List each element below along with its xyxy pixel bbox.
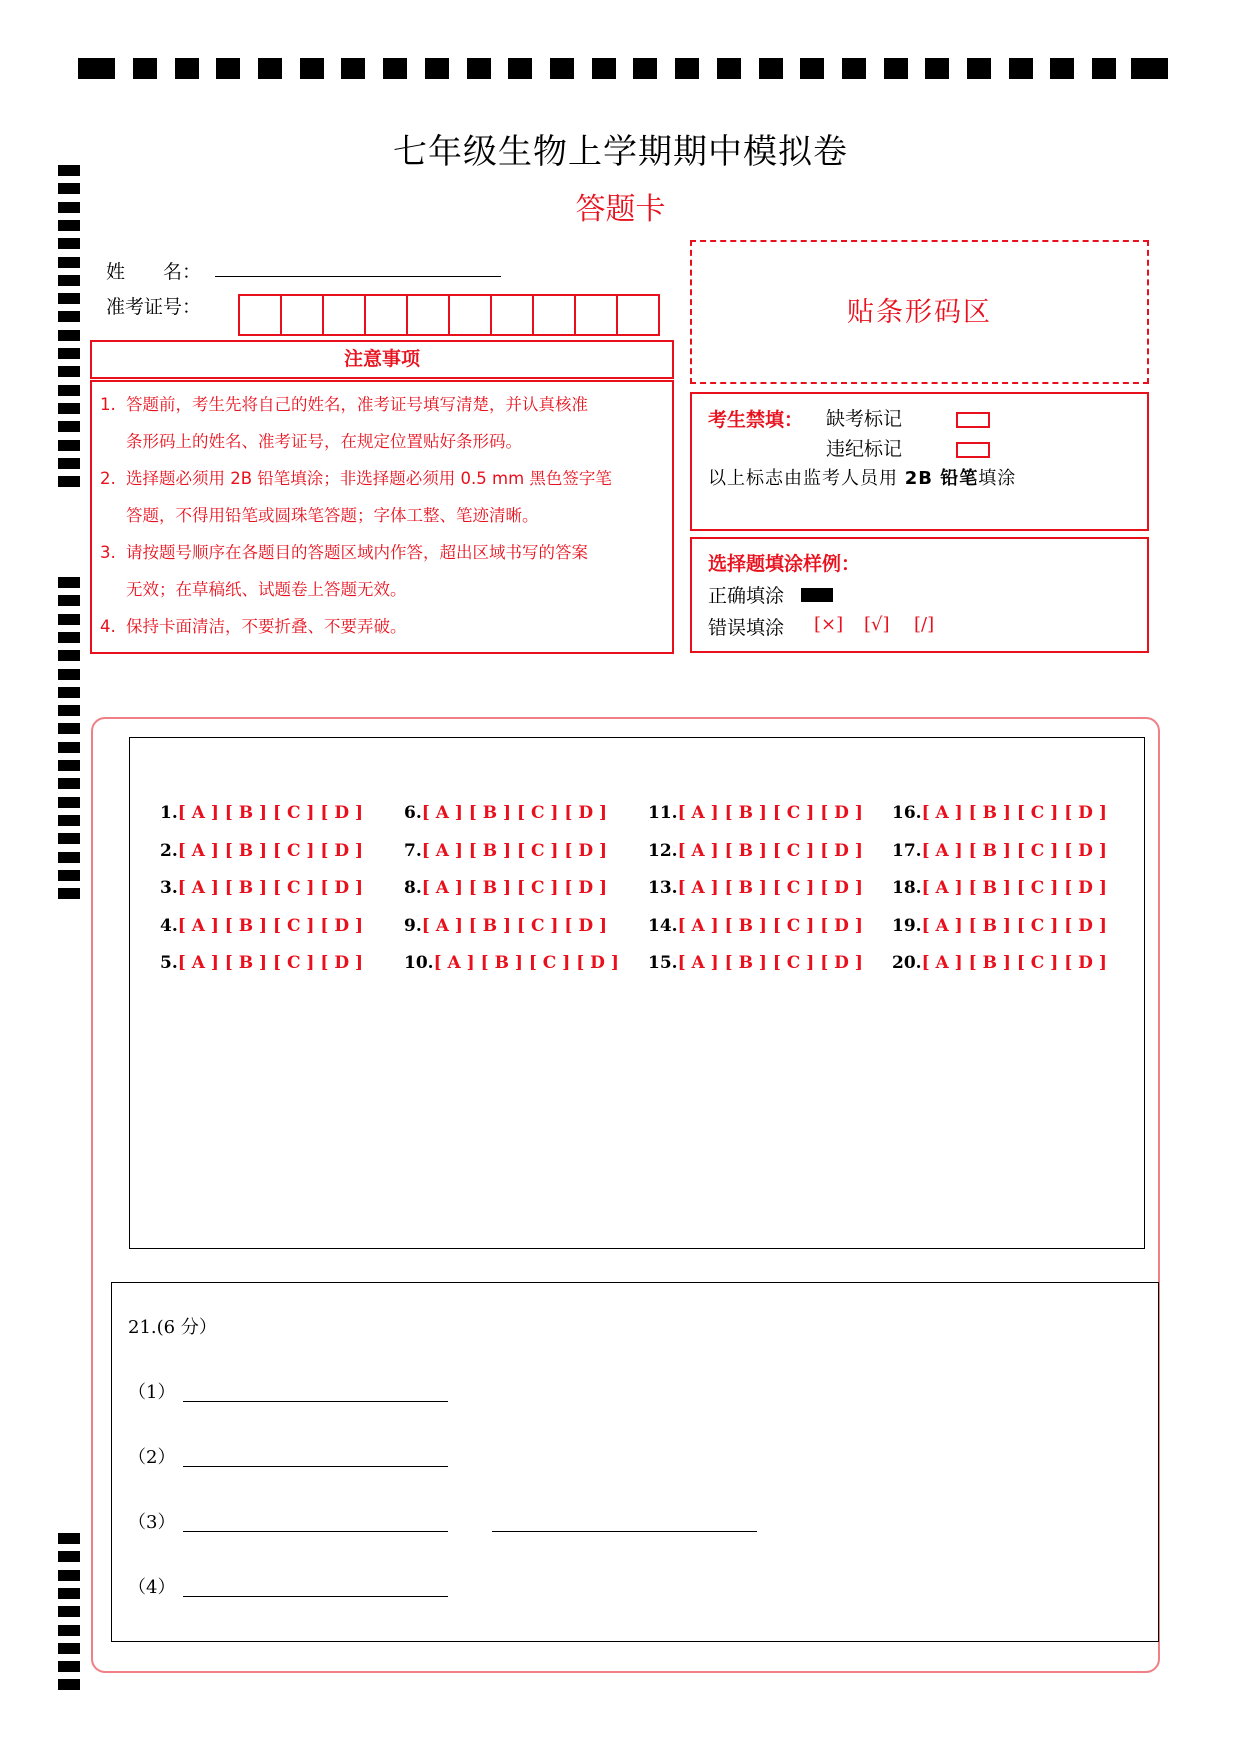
choice-question-number: 9. xyxy=(404,916,422,936)
notice-item-3 xyxy=(100,534,665,608)
violation-label: 违纪标记 xyxy=(826,438,903,460)
id-digit-box[interactable] xyxy=(240,296,282,334)
timing-mark xyxy=(58,403,80,414)
timing-mark xyxy=(58,238,80,249)
choice-question-12[interactable] xyxy=(648,841,863,861)
timing-mark xyxy=(1131,58,1168,79)
q21-part-2-label: （2） xyxy=(128,1447,176,1468)
choice-question-number: 6. xyxy=(404,803,422,823)
choice-question-number: 11. xyxy=(648,803,678,823)
choice-question-19[interactable] xyxy=(892,916,1107,936)
timing-mark xyxy=(58,293,80,304)
choice-question-number: 3. xyxy=(160,878,178,898)
choice-options[interactable]: [ A ] [ B ] [ C ] [ D ] xyxy=(677,916,863,936)
timing-mark xyxy=(58,760,80,771)
timing-mark xyxy=(58,1570,80,1581)
q21-part-4-answer-line[interactable] xyxy=(183,1595,448,1597)
timing-mark xyxy=(58,614,80,625)
notice-num: 1. xyxy=(100,395,116,414)
choice-options[interactable]: [ A ] [ B ] [ C ] [ D ] xyxy=(677,803,863,823)
timing-mark xyxy=(58,577,80,588)
q21-part-3-answer-line-b[interactable] xyxy=(492,1530,757,1532)
choice-question-number: 12. xyxy=(648,841,678,861)
choice-question-4[interactable] xyxy=(160,916,363,936)
id-digit-box[interactable] xyxy=(492,296,534,334)
notice-text: 选择题必须用 2B 铅笔填涂；非选择题必须用 0.5 mm 黑色签字笔 xyxy=(126,469,612,488)
notice-text-cont: 无效；在草稿纸、试题卷上答题无效。 xyxy=(126,580,407,599)
id-digit-box[interactable] xyxy=(366,296,408,334)
timing-mark xyxy=(58,632,80,643)
timing-mark xyxy=(58,669,80,680)
proctor-note-prefix: 以上标志由监考人员用 xyxy=(708,468,905,489)
timing-mark xyxy=(58,1533,80,1544)
choice-options[interactable]: [ A ] [ B ] [ C ] [ D ] xyxy=(921,953,1107,973)
choice-question-number: 13. xyxy=(648,878,678,898)
choice-options[interactable]: [ A ] [ B ] [ C ] [ D ] xyxy=(421,803,608,823)
timing-mark xyxy=(58,723,80,734)
choice-question-11[interactable] xyxy=(648,803,863,823)
timing-mark xyxy=(175,58,199,79)
timing-mark xyxy=(967,58,991,79)
timing-mark xyxy=(58,1551,80,1562)
question-21-title: 21.(6 分） xyxy=(128,1317,217,1338)
timing-mark xyxy=(58,476,80,487)
timing-mark xyxy=(58,458,80,469)
notice-text: 请按题号顺序在各题目的答题区域内作答，超出区域书写的答案 xyxy=(126,543,588,562)
timing-mark xyxy=(508,58,532,79)
timing-mark xyxy=(675,58,699,79)
timing-mark xyxy=(58,366,80,377)
choice-options[interactable]: [ A ] [ B ] [ C ] [ D ] xyxy=(421,916,608,936)
choice-question-18[interactable] xyxy=(892,878,1107,898)
timing-mark xyxy=(58,1588,80,1599)
timing-mark xyxy=(58,687,80,698)
timing-mark xyxy=(58,852,80,863)
timing-mark xyxy=(341,58,365,79)
notice-num: 2. xyxy=(100,469,116,488)
choice-question-number: 5. xyxy=(160,953,178,973)
choice-question-number: 15. xyxy=(648,953,678,973)
timing-mark xyxy=(759,58,783,79)
q21-part-1-answer-line[interactable] xyxy=(183,1400,448,1402)
id-digit-box[interactable] xyxy=(408,296,450,334)
absent-mark-box[interactable] xyxy=(956,412,990,428)
choice-options[interactable]: [ A ] [ B ] [ C ] [ D ] xyxy=(177,953,364,973)
timing-mark xyxy=(58,833,80,844)
notice-num: 4. xyxy=(100,617,116,636)
choice-question-15[interactable] xyxy=(648,953,863,973)
timing-mark xyxy=(800,58,824,79)
correct-fill-sample xyxy=(801,588,833,602)
proctor-heading: 考生禁填： xyxy=(708,409,804,431)
choice-question-number: 16. xyxy=(892,803,922,823)
timing-mark xyxy=(300,58,324,79)
timing-mark xyxy=(550,58,574,79)
timing-mark xyxy=(58,1679,80,1690)
notice-item-2 xyxy=(100,460,665,534)
choice-question-number: 2. xyxy=(160,841,178,861)
q21-part-4-label: （4） xyxy=(128,1577,176,1598)
q21-part-2-answer-line[interactable] xyxy=(183,1465,448,1467)
notice-text-cont: 答题，不得用铅笔或圆珠笔答题；字体工整、笔迹清晰。 xyxy=(126,506,539,525)
timing-mark xyxy=(58,1661,80,1672)
sample-heading: 选择题填涂样例： xyxy=(708,553,861,575)
choice-options[interactable]: [ A ] [ B ] [ C ] [ D ] xyxy=(177,841,364,861)
notice-text: 答题前，考生先将自己的姓名，准考证号填写清楚，并认真核准 xyxy=(126,395,588,414)
timing-mark xyxy=(717,58,741,79)
choice-options[interactable]: [ A ] [ B ] [ C ] [ D ] xyxy=(677,841,863,861)
wrong-fill-mark-2: [√] xyxy=(864,614,890,635)
timing-mark xyxy=(633,58,657,79)
timing-mark xyxy=(592,58,616,79)
q21-part-3-label: （3） xyxy=(128,1512,176,1533)
timing-mark xyxy=(58,1606,80,1617)
proctor-note-bold: 2B 铅笔 xyxy=(904,468,979,489)
timing-mark xyxy=(58,1625,80,1636)
wrong-fill-mark-3: [/] xyxy=(914,614,935,635)
fill-sample-section xyxy=(690,537,1149,653)
timing-mark xyxy=(58,815,80,826)
timing-mark xyxy=(58,311,80,322)
timing-mark xyxy=(58,348,80,359)
choice-question-9[interactable] xyxy=(404,916,607,936)
choice-options[interactable]: [ A ] [ B ] [ C ] [ D ] xyxy=(433,953,619,973)
choice-question-number: 14. xyxy=(648,916,678,936)
choice-options[interactable]: [ A ] [ B ] [ C ] [ D ] xyxy=(921,803,1107,823)
notice-item-1 xyxy=(100,386,665,460)
id-digit-box[interactable] xyxy=(576,296,618,334)
choice-options[interactable]: [ A ] [ B ] [ C ] [ D ] xyxy=(677,878,863,898)
timing-mark xyxy=(842,58,866,79)
choice-question-number: 17. xyxy=(892,841,922,861)
choice-question-number: 8. xyxy=(404,878,422,898)
timing-mark xyxy=(58,421,80,432)
timing-mark xyxy=(216,58,240,79)
id-digit-box[interactable] xyxy=(534,296,576,334)
choice-options[interactable]: [ A ] [ B ] [ C ] [ D ] xyxy=(677,953,863,973)
choice-question-number: 7. xyxy=(404,841,422,861)
choice-question-5[interactable] xyxy=(160,953,363,973)
choice-question-16[interactable] xyxy=(892,803,1107,823)
timing-mark xyxy=(1050,58,1074,79)
name-label: 姓 名： xyxy=(106,261,202,283)
page-subtitle: 答题卡 xyxy=(575,192,666,227)
timing-mark xyxy=(58,870,80,881)
notice-list xyxy=(90,380,674,654)
choice-question-17[interactable] xyxy=(892,841,1107,861)
name-field[interactable] xyxy=(215,275,501,277)
id-digit-box[interactable] xyxy=(282,296,324,334)
choice-question-10[interactable] xyxy=(404,953,619,973)
timing-mark xyxy=(58,705,80,716)
id-digit-box[interactable] xyxy=(324,296,366,334)
barcode-label: 贴条形码区 xyxy=(847,297,992,328)
timing-mark xyxy=(884,58,908,79)
choice-options[interactable]: [ A ] [ B ] [ C ] [ D ] xyxy=(177,803,364,823)
correct-fill-label: 正确填涂 xyxy=(708,585,785,607)
choice-question-number: 4. xyxy=(160,916,178,936)
timing-mark xyxy=(58,1643,80,1654)
question-21-box xyxy=(111,1282,1159,1642)
id-label: 准考证号： xyxy=(106,296,202,318)
timing-mark xyxy=(58,330,80,341)
violation-mark-box[interactable] xyxy=(956,442,990,458)
choice-question-7[interactable] xyxy=(404,841,607,861)
timing-mark xyxy=(58,797,80,808)
choice-question-20[interactable] xyxy=(892,953,1107,973)
choice-options[interactable]: [ A ] [ B ] [ C ] [ D ] xyxy=(177,878,364,898)
timing-mark xyxy=(58,385,80,396)
choice-options[interactable]: [ A ] [ B ] [ C ] [ D ] xyxy=(421,841,608,861)
timing-mark xyxy=(925,58,949,79)
choice-question-1[interactable] xyxy=(160,803,363,823)
choice-options[interactable]: [ A ] [ B ] [ C ] [ D ] xyxy=(177,916,364,936)
timing-mark xyxy=(58,275,80,286)
id-digit-box[interactable] xyxy=(618,296,658,334)
timing-mark xyxy=(133,58,157,79)
notice-heading: 注意事项 xyxy=(90,340,674,379)
timing-mark xyxy=(1009,58,1033,79)
choice-question-13[interactable] xyxy=(648,878,863,898)
page-title: 七年级生物上学期期中模拟卷 xyxy=(393,132,848,172)
choice-question-2[interactable] xyxy=(160,841,363,861)
notice-item-4 xyxy=(100,608,665,645)
proctor-only-section xyxy=(690,392,1149,531)
timing-mark xyxy=(58,595,80,606)
timing-mark xyxy=(383,58,407,79)
choice-options[interactable]: [ A ] [ B ] [ C ] [ D ] xyxy=(421,878,608,898)
choice-question-number: 10. xyxy=(404,953,434,973)
choice-question-3[interactable] xyxy=(160,878,363,898)
timing-mark xyxy=(258,58,282,79)
choice-question-6[interactable] xyxy=(404,803,607,823)
choice-options[interactable]: [ A ] [ B ] [ C ] [ D ] xyxy=(921,878,1107,898)
wrong-fill-label: 错误填涂 xyxy=(708,617,785,639)
id-number-boxes[interactable] xyxy=(238,294,660,336)
choice-question-number: 1. xyxy=(160,803,178,823)
id-digit-box[interactable] xyxy=(450,296,492,334)
timing-mark xyxy=(467,58,491,79)
timing-mark xyxy=(58,888,80,899)
choice-options[interactable]: [ A ] [ B ] [ C ] [ D ] xyxy=(921,916,1107,936)
timing-mark xyxy=(1092,58,1116,79)
wrong-fill-mark-1: [×] xyxy=(814,614,844,635)
absent-label: 缺考标记 xyxy=(826,408,903,430)
choice-question-number: 20. xyxy=(892,953,922,973)
proctor-note-suffix: 填涂 xyxy=(978,468,1017,489)
choice-question-14[interactable] xyxy=(648,916,863,936)
timing-mark xyxy=(58,257,80,268)
timing-mark xyxy=(58,742,80,753)
choice-options[interactable]: [ A ] [ B ] [ C ] [ D ] xyxy=(921,841,1107,861)
choice-question-8[interactable] xyxy=(404,878,607,898)
choice-question-number: 19. xyxy=(892,916,922,936)
timing-mark xyxy=(78,58,115,79)
timing-mark xyxy=(58,650,80,661)
notice-text-cont: 条形码上的姓名、准考证号，在规定位置贴好条形码。 xyxy=(126,432,522,451)
timing-mark xyxy=(58,778,80,789)
timing-mark xyxy=(58,440,80,451)
q21-part-1-label: （1） xyxy=(128,1382,176,1403)
proctor-note xyxy=(708,464,1016,490)
q21-part-3-answer-line-a[interactable] xyxy=(183,1530,448,1532)
notice-text: 保持卡面清洁，不要折叠、不要弄破。 xyxy=(126,617,407,636)
notice-num: 3. xyxy=(100,543,116,562)
choice-question-number: 18. xyxy=(892,878,922,898)
timing-mark xyxy=(425,58,449,79)
